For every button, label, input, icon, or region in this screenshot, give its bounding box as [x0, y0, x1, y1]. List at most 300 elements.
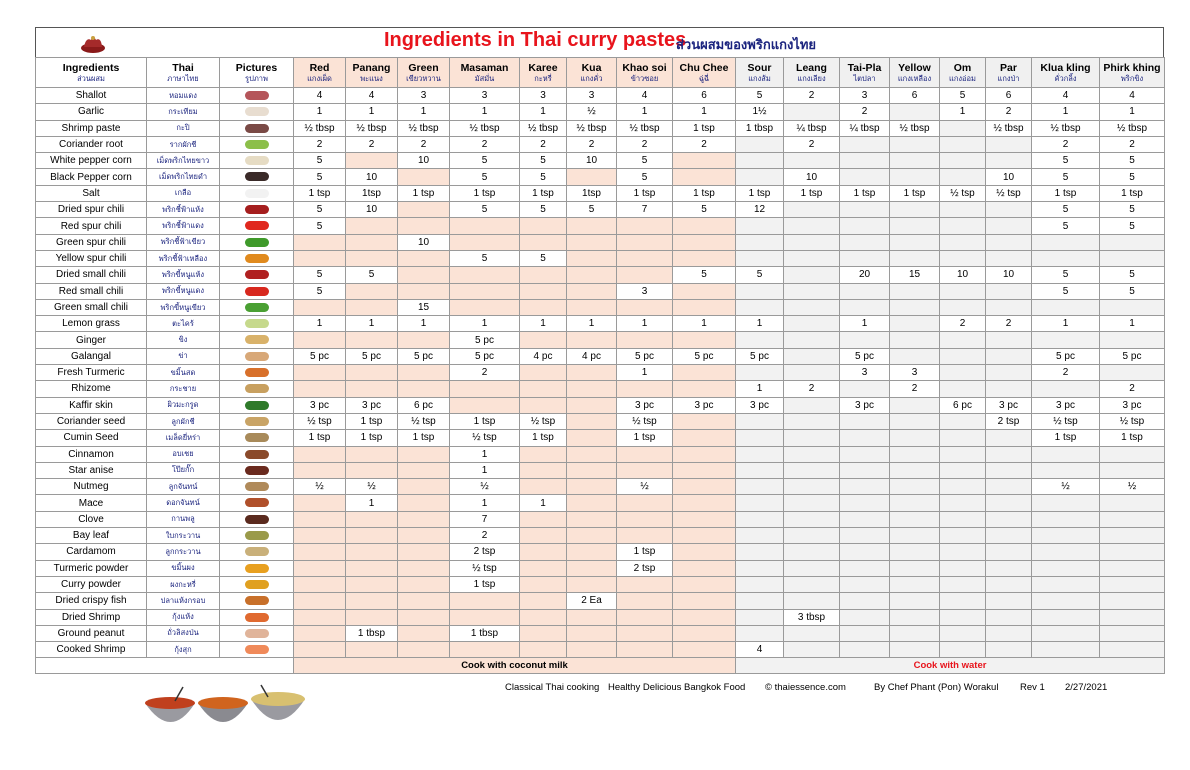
amount-cell	[567, 397, 617, 413]
amount-cell	[398, 560, 450, 576]
amount-cell: 1 tsp	[1100, 430, 1165, 446]
header-row	[36, 58, 1165, 88]
amount-cell	[986, 234, 1032, 250]
table-row	[36, 120, 1165, 136]
amount-cell	[346, 544, 398, 560]
amount-cell: 10	[398, 153, 450, 169]
amount-cell: 2	[986, 316, 1032, 332]
amount-cell	[940, 528, 986, 544]
amount-cell	[940, 348, 986, 364]
amount-cell	[784, 528, 840, 544]
amount-cell	[736, 365, 784, 381]
amount-cell	[450, 299, 520, 315]
amount-cell	[617, 218, 673, 234]
amount-cell: ½	[1032, 479, 1100, 495]
amount-cell	[890, 544, 940, 560]
table-row	[36, 169, 1165, 185]
amount-cell	[940, 593, 986, 609]
amount-cell	[986, 348, 1032, 364]
amount-cell	[986, 283, 1032, 299]
amount-cell: 5 pc	[736, 348, 784, 364]
amount-cell	[398, 332, 450, 348]
amount-cell	[784, 283, 840, 299]
water-label: Cook with water	[736, 658, 1165, 674]
amount-cell	[567, 576, 617, 592]
amount-cell: 1 tsp	[398, 185, 450, 201]
amount-cell	[940, 609, 986, 625]
table-row	[36, 299, 1165, 315]
ingredient-picture	[220, 234, 294, 250]
page-subtitle: ส่วนผสมของพริกแกงไทย	[676, 37, 817, 52]
ingredient-name: Clove	[36, 511, 147, 527]
table-row	[36, 316, 1165, 332]
amount-cell: 1 tsp	[294, 430, 346, 446]
amount-cell	[567, 511, 617, 527]
amount-cell	[346, 250, 398, 266]
dried-shrimp-icon	[245, 613, 269, 622]
ingredient-name: Star anise	[36, 462, 147, 478]
amount-cell	[840, 446, 890, 462]
amount-cell: 5 pc	[1100, 348, 1165, 364]
ingredient-picture	[220, 495, 294, 511]
ingredient-name: Dried crispy fish	[36, 593, 147, 609]
amount-cell	[784, 365, 840, 381]
amount-cell	[784, 495, 840, 511]
amount-cell: ½ tsp	[1032, 413, 1100, 429]
ingredient-rows	[36, 88, 1165, 674]
amount-cell	[736, 544, 784, 560]
amount-cell	[1100, 250, 1165, 266]
amount-cell: 2	[1100, 136, 1165, 152]
amount-cell	[1032, 560, 1100, 576]
amount-cell: 1	[1100, 316, 1165, 332]
ingredient-thai: พริกชี้ฟ้าเขียว	[147, 234, 220, 250]
amount-cell: 1	[736, 316, 784, 332]
amount-cell: 2	[840, 104, 890, 120]
amount-cell: 5 pc	[673, 348, 736, 364]
amount-cell: 2	[1032, 136, 1100, 152]
amount-cell: 1	[520, 495, 567, 511]
garlic-icon	[245, 107, 269, 116]
amount-cell	[940, 365, 986, 381]
amount-cell	[398, 576, 450, 592]
amount-cell: 2 tsp	[617, 560, 673, 576]
ingredient-table	[35, 57, 1165, 674]
amount-cell: 2	[673, 136, 736, 152]
amount-cell	[673, 609, 736, 625]
amount-cell	[520, 267, 567, 283]
amount-cell	[940, 511, 986, 527]
ingredient-name: Cinnamon	[36, 446, 147, 462]
ingredient-name: Garlic	[36, 104, 147, 120]
ingredient-name: Galangal	[36, 348, 147, 364]
amount-cell: ½	[294, 479, 346, 495]
amount-cell: 2	[450, 136, 520, 152]
turmeric-icon	[245, 368, 269, 377]
amount-cell: 5	[294, 169, 346, 185]
ingredient-picture	[220, 250, 294, 266]
ingredient-thai: เม็ดพริกไทยดำ	[147, 169, 220, 185]
bay-leaf-icon	[245, 531, 269, 540]
table-row	[36, 413, 1165, 429]
amount-cell	[520, 544, 567, 560]
amount-cell	[1100, 576, 1165, 592]
ingredient-picture	[220, 528, 294, 544]
amount-cell	[986, 462, 1032, 478]
amount-cell	[840, 299, 890, 315]
amount-cell	[840, 511, 890, 527]
amount-cell: 1	[520, 316, 567, 332]
amount-cell	[986, 593, 1032, 609]
amount-cell: 10	[940, 267, 986, 283]
amount-cell	[673, 560, 736, 576]
amount-cell	[1032, 332, 1100, 348]
amount-cell	[450, 642, 520, 658]
amount-cell	[673, 462, 736, 478]
amount-cell	[1100, 446, 1165, 462]
rhizome-icon	[245, 384, 269, 393]
ingredient-name: White pepper corn	[36, 153, 147, 169]
amount-cell	[784, 218, 840, 234]
amount-cell	[840, 332, 890, 348]
amount-cell	[398, 365, 450, 381]
amount-cell: ½ tbsp	[346, 120, 398, 136]
amount-cell	[986, 218, 1032, 234]
amount-cell	[520, 625, 567, 641]
ingredient-name: Dried small chili	[36, 267, 147, 283]
amount-cell	[784, 511, 840, 527]
amount-cell: 1	[617, 104, 673, 120]
amount-cell	[294, 462, 346, 478]
ingredient-thai: รากผักชี	[147, 136, 220, 152]
amount-cell	[840, 234, 890, 250]
amount-cell: ½ tbsp	[398, 120, 450, 136]
ingredient-thai: ข่า	[147, 348, 220, 364]
amount-cell	[617, 642, 673, 658]
table-row	[36, 185, 1165, 201]
black-pepper-icon	[245, 172, 269, 181]
table-row	[36, 511, 1165, 527]
table-row	[36, 202, 1165, 218]
shrimp-paste-icon	[245, 124, 269, 133]
amount-cell: 2	[986, 104, 1032, 120]
ingredient-picture	[220, 88, 294, 104]
table-row	[36, 365, 1165, 381]
amount-cell	[736, 528, 784, 544]
footer-spacer	[36, 658, 294, 674]
amount-cell	[784, 299, 840, 315]
amount-cell: 3	[617, 283, 673, 299]
amount-cell: 1	[294, 316, 346, 332]
amount-cell	[736, 462, 784, 478]
col-header-curry: Klua kling คั่วกลิ้ง	[1032, 58, 1100, 88]
amount-cell	[346, 593, 398, 609]
amount-cell	[567, 430, 617, 446]
amount-cell: 5	[294, 202, 346, 218]
amount-cell: ½	[346, 479, 398, 495]
ingredient-name: Green small chili	[36, 299, 147, 315]
col-header-ingredients: Ingredients ส่วนผสม	[36, 58, 147, 88]
amount-cell	[520, 609, 567, 625]
amount-cell	[346, 511, 398, 527]
amount-cell	[346, 462, 398, 478]
amount-cell: 5 pc	[346, 348, 398, 364]
amount-cell: 6	[986, 88, 1032, 104]
ingredient-thai: พริกชี้ฟ้าเหลือง	[147, 250, 220, 266]
amount-cell: 3 tbsp	[784, 609, 840, 625]
ingredient-picture	[220, 446, 294, 462]
amount-cell	[617, 609, 673, 625]
amount-cell	[840, 169, 890, 185]
ingredient-thai: ผงกะหรี่	[147, 576, 220, 592]
amount-cell	[294, 299, 346, 315]
table-row	[36, 88, 1165, 104]
ingredient-thai: เกลือ	[147, 185, 220, 201]
amount-cell	[346, 299, 398, 315]
ingredient-picture	[220, 560, 294, 576]
amount-cell	[673, 153, 736, 169]
amount-cell	[890, 250, 940, 266]
amount-cell	[940, 462, 986, 478]
ingredient-thai: พริกขี้หนูแดง	[147, 283, 220, 299]
amount-cell: 1	[450, 316, 520, 332]
amount-cell	[346, 609, 398, 625]
amount-cell	[520, 462, 567, 478]
coriander-root-icon	[245, 140, 269, 149]
amount-cell	[567, 169, 617, 185]
amount-cell: 5	[450, 202, 520, 218]
amount-cell: 3	[840, 88, 890, 104]
amount-cell	[617, 332, 673, 348]
amount-cell: 1	[346, 316, 398, 332]
credit-classical: Classical Thai cooking	[505, 682, 600, 693]
amount-cell: 3	[520, 88, 567, 104]
amount-cell	[520, 446, 567, 462]
amount-cell	[840, 544, 890, 560]
amount-cell	[890, 625, 940, 641]
amount-cell	[736, 250, 784, 266]
amount-cell	[890, 446, 940, 462]
amount-cell	[450, 609, 520, 625]
amount-cell: 10	[567, 153, 617, 169]
amount-cell	[567, 381, 617, 397]
amount-cell	[398, 283, 450, 299]
ingredient-name: Curry powder	[36, 576, 147, 592]
amount-cell	[450, 381, 520, 397]
amount-cell	[736, 299, 784, 315]
amount-cell	[617, 250, 673, 266]
amount-cell	[986, 576, 1032, 592]
amount-cell	[986, 381, 1032, 397]
amount-cell: 10	[346, 202, 398, 218]
amount-cell	[986, 495, 1032, 511]
amount-cell	[1032, 511, 1100, 527]
amount-cell	[784, 593, 840, 609]
table-row	[36, 479, 1165, 495]
amount-cell	[673, 511, 736, 527]
ingredient-thai: กุ้งสุก	[147, 642, 220, 658]
amount-cell	[890, 283, 940, 299]
amount-cell	[840, 495, 890, 511]
amount-cell	[346, 381, 398, 397]
amount-cell: 1 tsp	[520, 430, 567, 446]
amount-cell: 4	[294, 88, 346, 104]
credit-author: By Chef Phant (Pon) Worakul	[874, 682, 999, 693]
amount-cell: 5	[1100, 169, 1165, 185]
amount-cell: 1	[398, 316, 450, 332]
amount-cell	[736, 234, 784, 250]
ingredient-picture	[220, 348, 294, 364]
amount-cell	[398, 528, 450, 544]
ingredient-thai: ขมิ้นผง	[147, 560, 220, 576]
amount-cell	[294, 250, 346, 266]
amount-cell	[450, 593, 520, 609]
ingredient-thai: หอมแดง	[147, 88, 220, 104]
green-spur-chili-icon	[245, 238, 269, 247]
amount-cell	[736, 430, 784, 446]
amount-cell: 1 tsp	[520, 185, 567, 201]
coriander-seed-icon	[245, 417, 269, 426]
amount-cell: 5	[736, 88, 784, 104]
amount-cell: 3 pc	[986, 397, 1032, 413]
amount-cell: 2	[520, 136, 567, 152]
amount-cell: 5 pc	[398, 348, 450, 364]
amount-cell	[1100, 511, 1165, 527]
ingredient-thai: พริกชี้ฟ้าแห้ง	[147, 202, 220, 218]
amount-cell: 1 tsp	[346, 430, 398, 446]
amount-cell: 1	[1100, 104, 1165, 120]
col-header-curry: Yellow แกงเหลือง	[890, 58, 940, 88]
amount-cell	[940, 479, 986, 495]
amount-cell: 5	[520, 169, 567, 185]
ingredient-thai: ดอกจันทน์	[147, 495, 220, 511]
amount-cell	[940, 234, 986, 250]
table-row	[36, 625, 1165, 641]
ingredient-name: Ground peanut	[36, 625, 147, 641]
amount-cell	[986, 153, 1032, 169]
footer-row	[36, 658, 1165, 674]
amount-cell	[1100, 299, 1165, 315]
spice-bowls-icon	[143, 683, 308, 735]
amount-cell: ½	[450, 479, 520, 495]
col-header-curry: Sour แกงส้ม	[736, 58, 784, 88]
table-row	[36, 250, 1165, 266]
col-header-curry: Phirk khing พริกขิง	[1100, 58, 1165, 88]
amount-cell	[940, 136, 986, 152]
ingredient-name: Red spur chili	[36, 218, 147, 234]
amount-cell	[736, 479, 784, 495]
credit-website[interactable]: © thaiessence.com	[765, 682, 846, 693]
ingredient-picture	[220, 593, 294, 609]
amount-cell	[520, 593, 567, 609]
amount-cell	[673, 625, 736, 641]
amount-cell	[567, 283, 617, 299]
amount-cell	[840, 576, 890, 592]
amount-cell: 5	[617, 169, 673, 185]
amount-cell	[784, 267, 840, 283]
amount-cell	[890, 136, 940, 152]
amount-cell	[520, 576, 567, 592]
amount-cell: 5	[294, 153, 346, 169]
amount-cell	[890, 202, 940, 218]
amount-cell	[346, 332, 398, 348]
ingredient-name: Cooked Shrimp	[36, 642, 147, 658]
ingredient-picture	[220, 511, 294, 527]
amount-cell: 4 pc	[567, 348, 617, 364]
amount-cell	[1032, 593, 1100, 609]
amount-cell	[736, 560, 784, 576]
ingredient-picture	[220, 397, 294, 413]
amount-cell: ½ tbsp	[1032, 120, 1100, 136]
amount-cell	[784, 544, 840, 560]
amount-cell	[567, 299, 617, 315]
ingredient-picture	[220, 267, 294, 283]
amount-cell	[940, 153, 986, 169]
amount-cell: 2 tsp	[450, 544, 520, 560]
amount-cell: 1	[450, 104, 520, 120]
amount-cell: 5	[617, 153, 673, 169]
amount-cell: 1 tsp	[617, 185, 673, 201]
amount-cell	[567, 495, 617, 511]
amount-cell	[986, 446, 1032, 462]
amount-cell: 1 tsp	[1100, 185, 1165, 201]
amount-cell	[1100, 593, 1165, 609]
amount-cell	[890, 316, 940, 332]
dried-small-chili-icon	[245, 270, 269, 279]
amount-cell	[1032, 381, 1100, 397]
yellow-spur-chili-icon	[245, 254, 269, 263]
amount-cell: 10	[986, 169, 1032, 185]
amount-cell	[450, 218, 520, 234]
amount-cell: 5	[520, 202, 567, 218]
peanut-icon	[245, 629, 269, 638]
ingredient-picture	[220, 609, 294, 625]
amount-cell: ½ tbsp	[890, 120, 940, 136]
red-spur-chili-icon	[245, 221, 269, 230]
amount-cell	[346, 446, 398, 462]
amount-cell: 10	[784, 169, 840, 185]
ingredient-picture	[220, 544, 294, 560]
amount-cell	[567, 544, 617, 560]
amount-cell: 1	[398, 104, 450, 120]
amount-cell: 3	[567, 88, 617, 104]
ingredient-name: Bay leaf	[36, 528, 147, 544]
amount-cell	[294, 234, 346, 250]
amount-cell	[673, 430, 736, 446]
amount-cell	[1032, 446, 1100, 462]
amount-cell: 2	[450, 528, 520, 544]
amount-cell: ¼ tbsp	[784, 120, 840, 136]
amount-cell	[567, 528, 617, 544]
amount-cell: 1 tsp	[673, 185, 736, 201]
amount-cell	[890, 560, 940, 576]
amount-cell	[567, 560, 617, 576]
ginger-icon	[245, 335, 269, 344]
ingredient-thai: ตะไคร้	[147, 316, 220, 332]
amount-cell	[673, 332, 736, 348]
amount-cell	[784, 576, 840, 592]
amount-cell	[520, 234, 567, 250]
col-header-pictures: Pictures รูปภาพ	[220, 58, 294, 88]
amount-cell: 5	[294, 283, 346, 299]
amount-cell: ¼ tbsp	[840, 120, 890, 136]
amount-cell: ½ tsp	[1100, 413, 1165, 429]
amount-cell: ½ tsp	[450, 560, 520, 576]
amount-cell	[398, 250, 450, 266]
ingredient-thai: ใบกระวาน	[147, 528, 220, 544]
amount-cell: ½	[617, 479, 673, 495]
amount-cell: 5	[1032, 153, 1100, 169]
